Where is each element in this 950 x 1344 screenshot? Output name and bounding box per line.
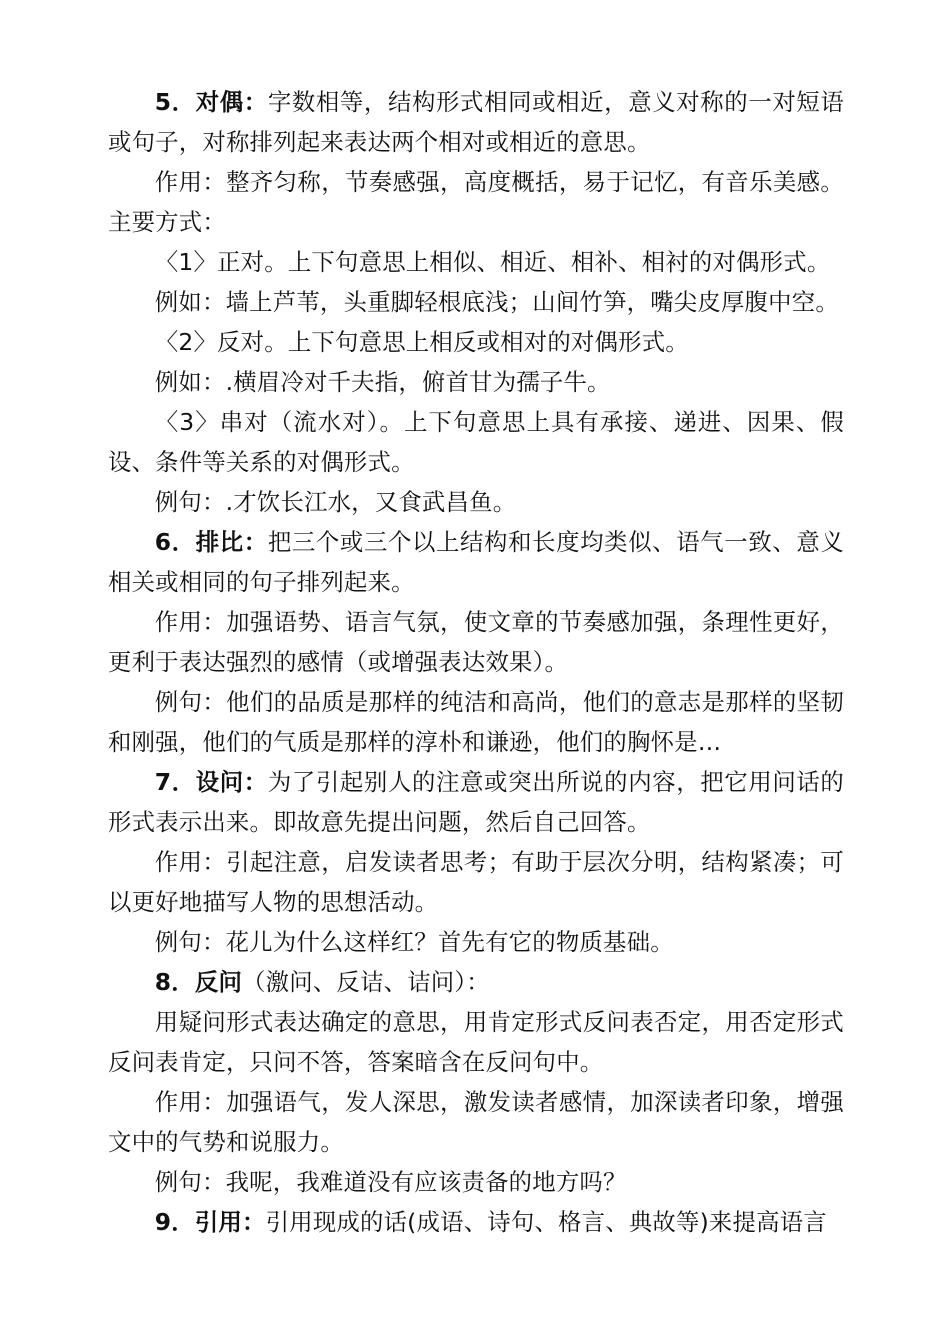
body-paragraph: 〈3〉串对（流水对）。上下句意思上具有承接、递进、因果、假设、条件等关系的对偶形式。 (108, 408, 844, 476)
example-paragraph: 例句：他们的品质是那样的纯洁和高尚，他们的意志是那样的坚韧和刚强，他们的气质是那样的淳朴和谦逊，他们的胸怀是… (108, 688, 844, 756)
section-heading-paragraph (108, 762, 844, 842)
section-title: 8．反问 (154, 968, 243, 996)
section-definition: （激问、反诘、诘问）： (242, 968, 490, 996)
example-paragraph: 例句：花儿为什么这样红？首先有它的物质基础。 (154, 928, 674, 956)
body-paragraph: 作用：加强语势、语言气氛，使文章的节奏感加强，条理性更好，更利于表达强烈的感情（或增强表达效果）。 (108, 608, 844, 676)
section-title: 6．排比： (154, 528, 268, 556)
section-title: 7．设问： (154, 768, 268, 796)
body-paragraph: 作用：整齐匀称，节奏感强，高度概括，易于记忆，有音乐美感。主要方式： (108, 168, 844, 236)
section-title: 5．对偶： (154, 88, 268, 116)
body-paragraph: 〈2〉反对。上下句意思上相反或相对的对偶形式。 (154, 328, 689, 356)
section-definition: 字数相等，结构形式相同或相近，意义对称的一对短语或句子，对称排列起来表达两个相对或相近的意思。 (108, 88, 844, 156)
section-heading-paragraph (108, 962, 844, 1002)
section-definition: 引用现成的话(成语、诗句、格言、典故等)来提高语言 (265, 1208, 827, 1236)
example-paragraph: 例句：.才饮长江水，又食武昌鱼。 (154, 488, 517, 516)
body-paragraph: 用疑问形式表达确定的意思，用肯定形式反问表否定，用否定形式反问表肯定，只问不答，答案暗含在反问句中。 (108, 1008, 844, 1076)
section-definition: 把三个或三个以上结构和长度均类似、语气一致、意义相关或相同的句子排列起来。 (108, 528, 844, 596)
body-paragraph: 作用：加强语气，发人深思，激发读者感情，加深读者印象，增强文中的气势和说服力。 (108, 1088, 844, 1156)
section-heading-paragraph (108, 522, 844, 602)
body-paragraph: 〈1〉正对。上下句意思上相似、相近、相补、相衬的对偶形式。 (154, 248, 831, 276)
section-definition: 为了引起别人的注意或突出所说的内容，把它用问话的形式表示出来。即故意先提出问题，然后自己回答。 (108, 768, 844, 836)
document-page (108, 82, 844, 1242)
body-paragraph: 作用：引起注意，启发读者思考；有助于层次分明，结构紧凑；可以更好地描写人物的思想活动。 (108, 848, 844, 916)
example-paragraph: 例如：墙上芦苇，头重脚轻根底浅；山间竹笋，嘴尖皮厚腹中空。 (154, 288, 839, 316)
example-paragraph: 例句：我呢，我难道没有应该责备的地方吗？ (154, 1168, 627, 1196)
example-paragraph: 例如：.横眉冷对千夫指，俯首甘为孺子牛。 (154, 368, 611, 396)
section-title: 9．引用： (154, 1208, 266, 1236)
section-heading-paragraph (108, 82, 844, 162)
section-heading-paragraph (108, 1202, 844, 1242)
